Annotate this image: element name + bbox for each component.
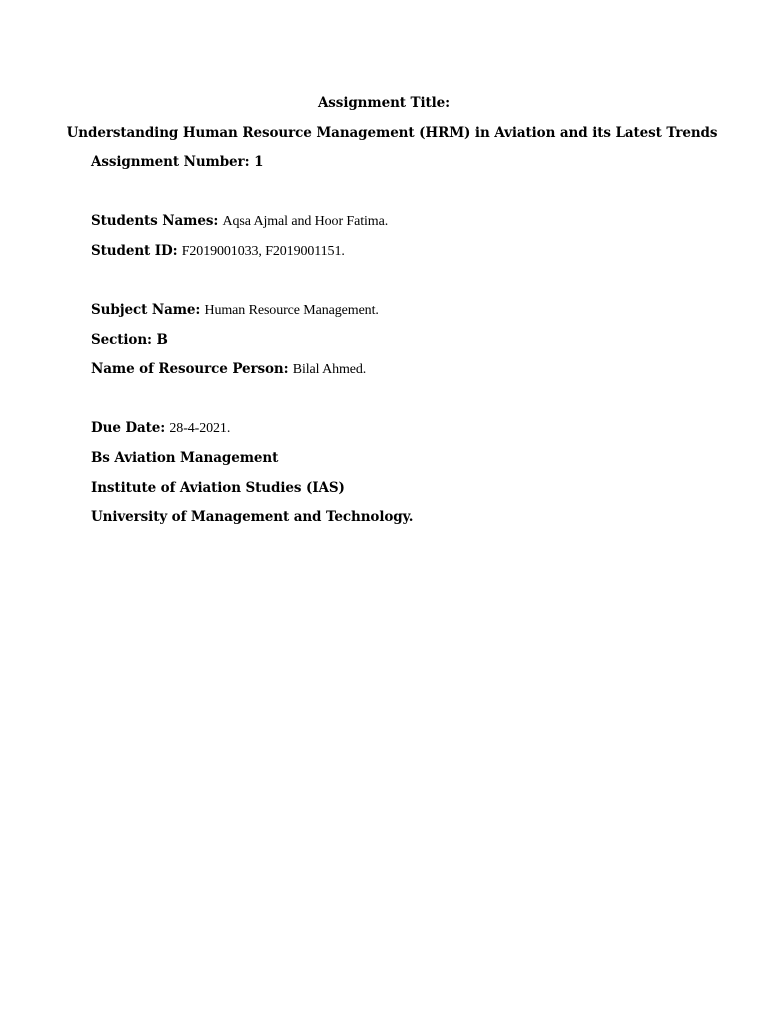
- due-date-value: 28-4-2021.: [169, 421, 231, 436]
- assignment-title-label: Assignment Title:: [317, 95, 451, 111]
- institute-name: Institute of Aviation Studies (IAS): [91, 480, 345, 496]
- student-id-value: F2019001033, F2019001151.: [181, 244, 345, 259]
- students-names-value: Aqsa Ajmal and Hoor Fatima.: [222, 214, 389, 229]
- students-names-row: [91, 212, 388, 231]
- due-date-row: [91, 419, 230, 438]
- assignment-number-value: 1: [254, 154, 264, 170]
- student-id-row: [91, 242, 345, 261]
- assignment-number-row: [91, 153, 263, 171]
- subject-name-label: Subject Name:: [91, 302, 201, 318]
- assignment-title: Understanding Human Resource Management (HRM) in Aviation and its Latest Trends: [66, 125, 718, 141]
- section-label: Section:: [91, 332, 152, 348]
- section-value: B: [156, 332, 168, 348]
- resource-person-row: [91, 360, 366, 379]
- resource-person-label: Name of Resource Person:: [91, 361, 289, 377]
- student-id-label: Student ID:: [91, 243, 178, 259]
- section-row: [91, 331, 168, 349]
- students-names-label: Students Names:: [91, 213, 219, 229]
- subject-name-value: Human Resource Management.: [204, 303, 379, 318]
- resource-person-value: Bilal Ahmed.: [292, 362, 367, 377]
- due-date-label: Due Date:: [91, 420, 166, 436]
- program-name: Bs Aviation Management: [91, 450, 279, 466]
- university-name: University of Management and Technology.: [91, 509, 414, 525]
- subject-name-row: [91, 301, 379, 320]
- assignment-number-label: Assignment Number:: [91, 154, 250, 170]
